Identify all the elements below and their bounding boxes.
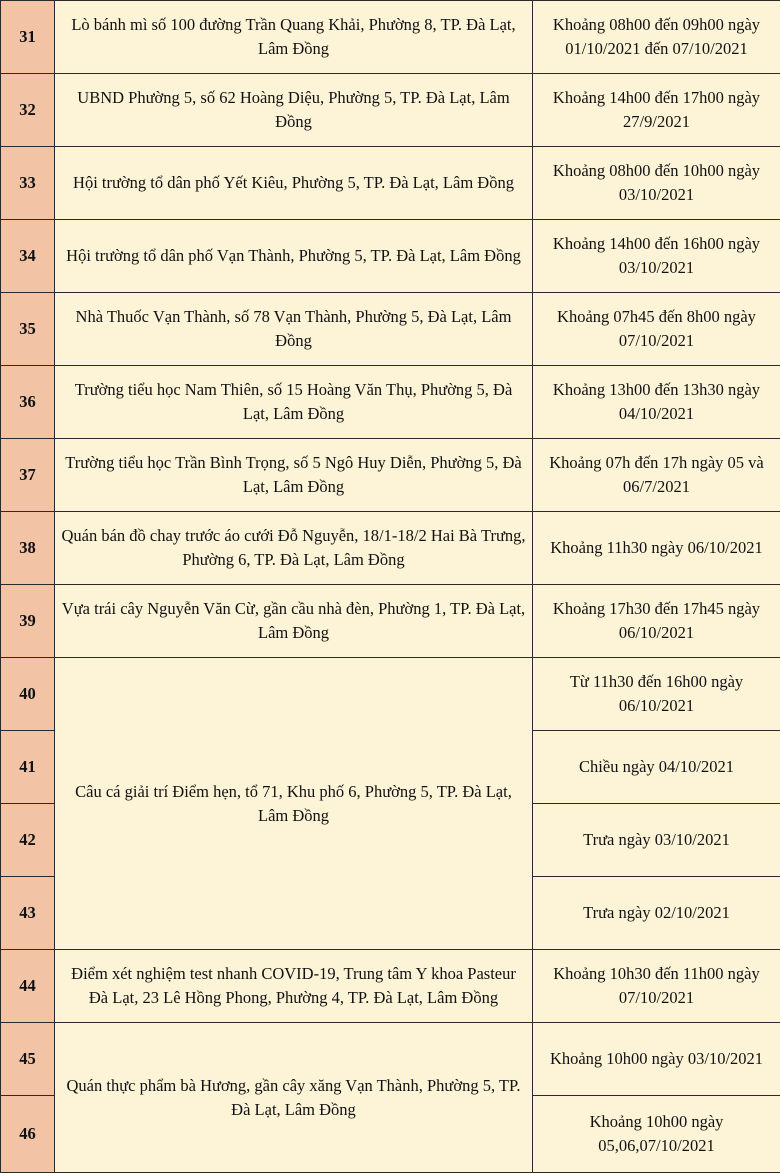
table-row <box>1 293 780 366</box>
row-number: 41 <box>1 731 55 804</box>
table-row <box>1 147 780 220</box>
table-row <box>1 512 780 585</box>
time-cell: Khoảng 07h đến 17h ngày 05 và 06/7/2021 <box>533 439 780 512</box>
time-cell: Khoảng 13h00 đến 13h30 ngày 04/10/2021 <box>533 366 780 439</box>
time-cell: Khoảng 07h45 đến 8h00 ngày 07/10/2021 <box>533 293 780 366</box>
row-number: 38 <box>1 512 55 585</box>
table-row <box>1 1 780 74</box>
time-cell: Khoảng 10h00 ngày 05,06,07/10/2021 <box>533 1096 780 1173</box>
time-cell: Trưa ngày 02/10/2021 <box>533 877 780 950</box>
time-cell: Khoảng 14h00 đến 17h00 ngày 27/9/2021 <box>533 74 780 147</box>
table-row <box>1 74 780 147</box>
location-cell: Điểm xét nghiệm test nhanh COVID-19, Trung tâm Y khoa Pasteur Đà Lạt, 23 Lê Hồng Phong, Phường 4, TP. Đà Lạt, Lâm Đồng <box>55 950 533 1023</box>
time-cell: Khoảng 11h30 ngày 06/10/2021 <box>533 512 780 585</box>
table-row <box>1 1023 780 1096</box>
location-cell: Hội trường tổ dân phố Vạn Thành, Phường 5, TP. Đà Lạt, Lâm Đồng <box>55 220 533 293</box>
row-number: 35 <box>1 293 55 366</box>
table-row <box>1 658 780 731</box>
table-row <box>1 366 780 439</box>
table-row <box>1 220 780 293</box>
row-number: 40 <box>1 658 55 731</box>
time-cell: Khoảng 08h00 đến 10h00 ngày 03/10/2021 <box>533 147 780 220</box>
location-cell: Quán thực phẩm bà Hương, gần cây xăng Vạn Thành, Phường 5, TP. Đà Lạt, Lâm Đồng <box>55 1023 533 1173</box>
time-cell: Khoảng 10h00 ngày 03/10/2021 <box>533 1023 780 1096</box>
time-cell: Từ 11h30 đến 16h00 ngày 06/10/2021 <box>533 658 780 731</box>
row-number: 37 <box>1 439 55 512</box>
time-cell: Khoảng 14h00 đến 16h00 ngày 03/10/2021 <box>533 220 780 293</box>
location-cell: Nhà Thuốc Vạn Thành, số 78 Vạn Thành, Phường 5, Đà Lạt, Lâm Đồng <box>55 293 533 366</box>
location-cell: Lò bánh mì số 100 đường Trần Quang Khải, Phường 8, TP. Đà Lạt, Lâm Đồng <box>55 1 533 74</box>
time-cell: Khoảng 10h30 đến 11h00 ngày 07/10/2021 <box>533 950 780 1023</box>
row-number: 36 <box>1 366 55 439</box>
row-number: 32 <box>1 74 55 147</box>
row-number: 46 <box>1 1096 55 1173</box>
table-row <box>1 950 780 1023</box>
time-cell: Chiều ngày 04/10/2021 <box>533 731 780 804</box>
row-number: 31 <box>1 1 55 74</box>
time-cell: Khoảng 17h30 đến 17h45 ngày 06/10/2021 <box>533 585 780 658</box>
time-cell: Trưa ngày 03/10/2021 <box>533 804 780 877</box>
row-number: 43 <box>1 877 55 950</box>
location-cell: Câu cá giải trí Điểm hẹn, tổ 71, Khu phố 6, Phường 5, TP. Đà Lạt, Lâm Đồng <box>55 658 533 950</box>
row-number: 33 <box>1 147 55 220</box>
row-number: 45 <box>1 1023 55 1096</box>
table-row <box>1 585 780 658</box>
row-number: 44 <box>1 950 55 1023</box>
row-number: 39 <box>1 585 55 658</box>
location-cell: Quán bán đồ chay trước áo cưới Đỗ Nguyễn, 18/1-18/2 Hai Bà Trưng, Phường 6, TP. Đà Lạt, Lâm Đồng <box>55 512 533 585</box>
row-number: 34 <box>1 220 55 293</box>
time-cell: Khoảng 08h00 đến 09h00 ngày 01/10/2021 đến 07/10/2021 <box>533 1 780 74</box>
location-cell: Trường tiểu học Trần Bình Trọng, số 5 Ngô Huy Diễn, Phường 5, Đà Lạt, Lâm Đồng <box>55 439 533 512</box>
location-cell: UBND Phường 5, số 62 Hoàng Diệu, Phường 5, TP. Đà Lạt, Lâm Đồng <box>55 74 533 147</box>
table-row <box>1 439 780 512</box>
location-cell: Trường tiểu học Nam Thiên, số 15 Hoàng Văn Thụ, Phường 5, Đà Lạt, Lâm Đồng <box>55 366 533 439</box>
row-number: 42 <box>1 804 55 877</box>
location-cell: Hội trường tổ dân phố Yết Kiêu, Phường 5, TP. Đà Lạt, Lâm Đồng <box>55 147 533 220</box>
location-cell: Vựa trái cây Nguyễn Văn Cừ, gần cầu nhà đèn, Phường 1, TP. Đà Lạt, Lâm Đồng <box>55 585 533 658</box>
